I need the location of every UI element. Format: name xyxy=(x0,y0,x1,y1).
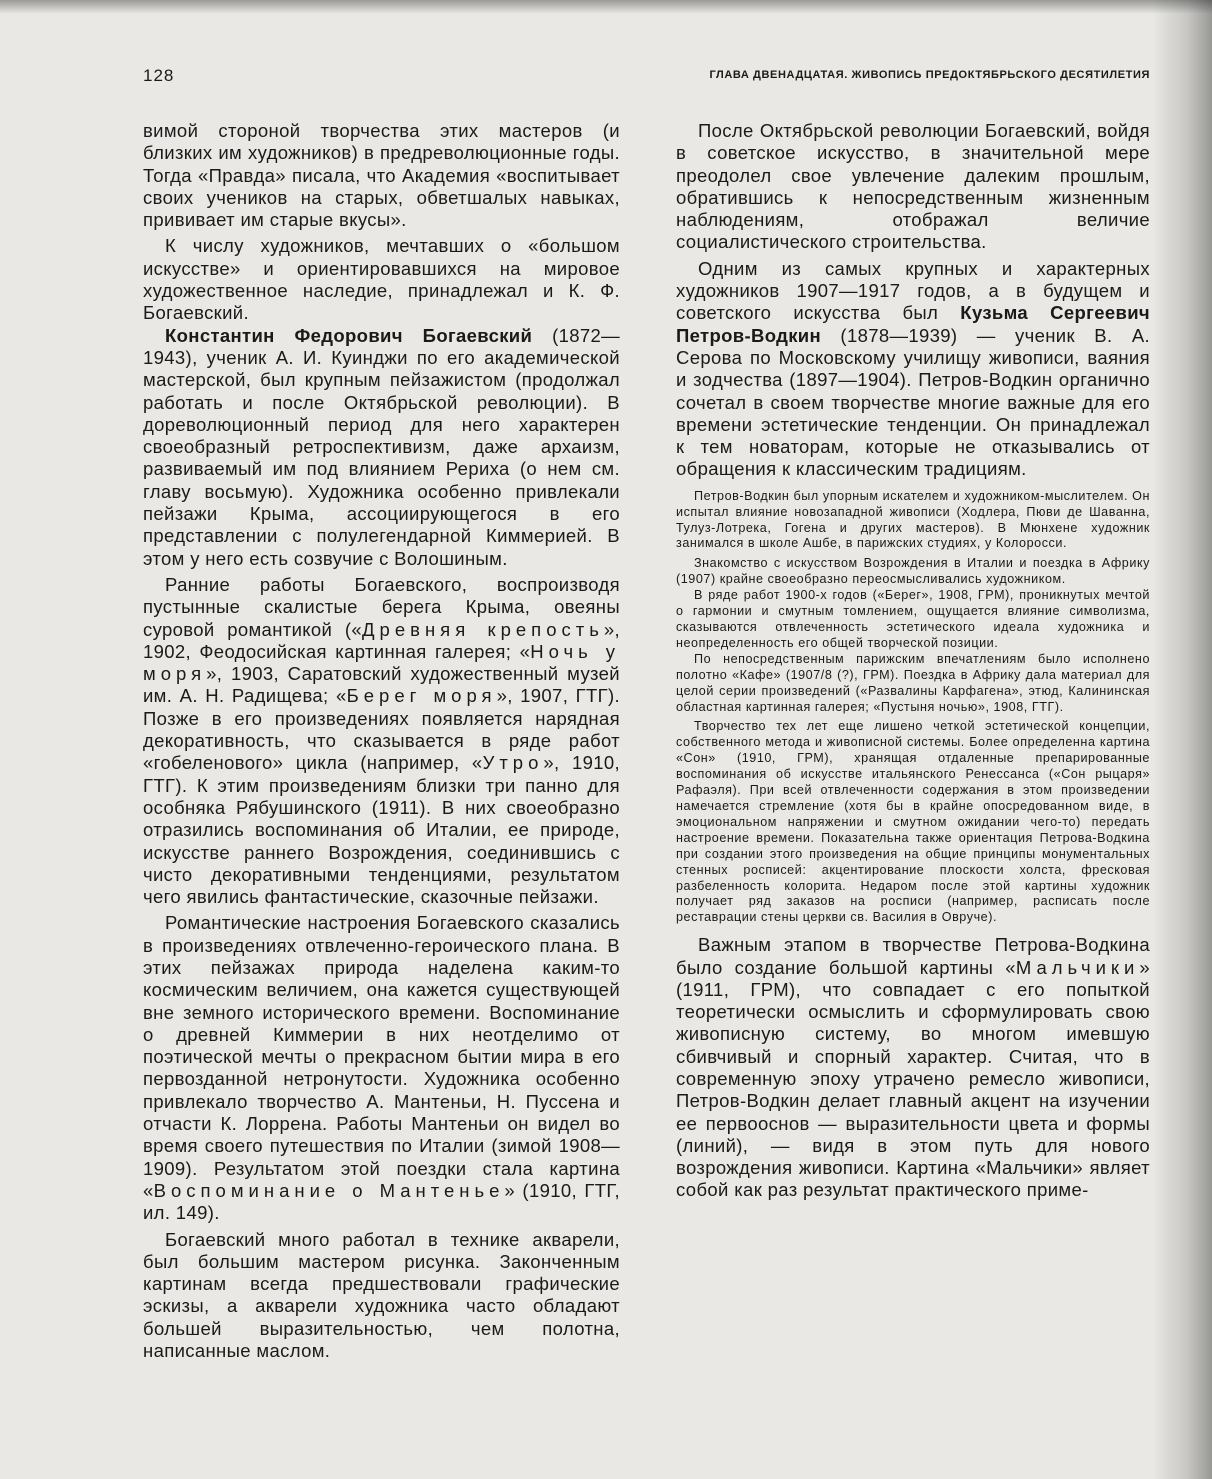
paragraph xyxy=(143,912,620,1224)
artwork-title: Берег моря xyxy=(346,685,497,707)
text-run: Важным этапом в творчестве Петрова-Водкина было создание большой картины « xyxy=(676,934,1150,978)
artist-name: Кузьма Сергеевич Петров-Водкин xyxy=(676,302,1151,346)
small-paragraph: Петров-Водкин был упорным искателем и художником-мыслителем. Он испытал влияние новозападной живописи (Ходлера, Пюви де Шаванна, Тулуз-Лотрека, Гогена и других мастеров). В Мюнхене художник занимался в школе Ашбе, в парижских студиях, у Колоросси. xyxy=(676,488,1150,551)
text-run: Романтические настроения Богаевского сказались в произведениях отвлеченно-героического плана. В этих пейзажах природа наделена каким-то космическим величием, она кажется существующей вне земного исторического времени. Воспоминание о древней Киммерии в них неотделимо от поэтической мечты о прекрасном бытии мира в его первозданной нетронутости. Художника особенно привлекало творчество А. Мантеньи, Н. Пуссена и отчасти К. Лоррена. Работы Мантеньи он видел во время своего путешествия по Италии (зимой 1908—1909). Результатом этой поездки стала картина « xyxy=(143,912,620,1201)
small-paragraph: По непосредственным парижским впечатлениям было исполнено полотно «Кафе» (1907/8 (?), ГРМ). Поездка в Африку дала материал для целой серии произведений («Развалины Карфагена», этюд, Калининская областная картинная галерея; «Пустыня ночью», 1908, ГТГ). xyxy=(676,651,1150,714)
right-column xyxy=(676,120,1150,1202)
paragraph xyxy=(143,325,620,570)
paragraph xyxy=(143,574,620,908)
text-run: (1878—1939) — ученик В. А. Серова по Московскому училищу живописи, ваяния и зодчества (1897—1904). Петров-Водкин органично сочетал в своем творчестве многие важные для его времени эстетические тенденции. Он принадлежал к тем новаторам, которые не отказывались от обращения к классическим традициям. xyxy=(676,324,1150,480)
paragraph xyxy=(676,258,1150,481)
artwork-title: Воспоминание о Мантенье xyxy=(153,1179,505,1201)
text-run: », 1902, Феодосийская картинная галерея; « xyxy=(143,618,620,662)
text-run: Ранние работы Богаевского, воспроизводя пустынные скалистые берега Крыма, овеяны суровой романтикой (« xyxy=(143,573,620,640)
paragraph: Богаевский много работал в технике акварели, был большим мастером рисунка. Законченным картинам всегда предшествовали графические эскизы, а акварели художника часто обладают большей выразительностью, чем полотна, написанные маслом. xyxy=(143,1228,620,1362)
small-paragraph: В ряде работ 1900-х годов («Берег», 1908, ГРМ), проникнутых мечтой о гармонии и смутным томлением, ощущается влияние символизма, сказываются отвлеченность эстетического идеала художника и неопределенность его общей творческой позиции. xyxy=(676,588,1150,650)
paragraph: После Октябрьской революции Богаевский, войдя в советское искусство, в значительной мере преодолел свое увлечение далеким прошлым, обратившись к непосредственным жизненным наблюдениям, отображал величие социалистического строительства. xyxy=(676,120,1150,253)
artwork-title: Мальчики xyxy=(1015,956,1140,978)
text-run: Одним из самых крупных и характерных художников 1907—1917 годов, а в будущем и советского искусства был xyxy=(676,257,1150,324)
paragraph: вимой стороной творчества этих мастеров (и близких им художников) в предреволюционные годы. Тогда «Правда» писала, что Академия «воспитывает своих учеников на старых, обветшалых навыках, прививает им старые вкусы». xyxy=(143,120,620,231)
running-head: ГЛАВА ДВЕНАДЦАТАЯ. ЖИВОПИСЬ ПРЕДОКТЯБРЬСКОГО ДЕСЯТИЛЕТИЯ xyxy=(709,69,1150,81)
paragraph xyxy=(676,934,1150,1202)
text-run: », 1903, Саратовский художественный музей им. А. Н. Радищева; « xyxy=(143,663,620,707)
artist-name: Константин Федорович Богаевский xyxy=(165,324,533,346)
text-run: » (1911, ГРМ), что совпадает с его попыткой теоретически осмыслить и сформулировать свою живописную систему, во многом имевшую сбивчивый и спорный характер. Считая, что в современную эпоху утрачено ремесло живописи, Петров-Водкин делает главный акцент на изучении ее первооснов — выразительности цвета и формы (линий), — видя в этом путь для нового возрождения живописи. Картина «Мальчики» являет собой как раз результат практического приме- xyxy=(676,956,1150,1201)
text-run: (1872—1943), ученик А. И. Куинджи по его академической мастерской, был крупным пейзажистом (продолжал работать и после Октябрьской революции). В дореволюционный период для него характерен своеобразный ретроспективизм, даже архаизм, развиваемый им под влиянием Рериха (о нем см. главу восьмую). Художника особенно привлекали пейзажи Крыма, ассоциирующегося в его представлении с полулегендарной Киммерией. В этом у него есть созвучие с Волошиным. xyxy=(143,324,620,569)
artwork-title: Древняя крепость xyxy=(362,618,604,640)
text-run: », 1907, ГТГ). Позже в его произведениях появляется нарядная декоративность, что сказывается в ряде работ «гобеленового» цикла (например, « xyxy=(143,685,620,774)
text-run: » (1910, ГТГ, ил. 149). xyxy=(143,1179,620,1224)
artwork-title: Утро xyxy=(482,752,544,774)
page-gutter-shadow xyxy=(1152,0,1212,1479)
left-column xyxy=(143,120,620,1362)
page-number: 128 xyxy=(143,66,175,85)
artwork-title: Ночь у моря xyxy=(143,640,620,685)
page-top-edge xyxy=(0,0,1212,14)
small-paragraph: Знакомство с искусством Возрождения в Италии и поездка в Африку (1907) крайне своеобразно переосмысливались художником. xyxy=(676,556,1150,587)
paragraph: К числу художников, мечтавших о «большом искусстве» и ориентировавшихся на мировое художественное наследие, принадлежал и К. Ф. Богаевский. xyxy=(143,235,620,324)
text-run: », 1910, ГТГ). К этим произведениям близки три панно для особняка Рябушинского (1911). В них своеобразно отразились воспоминания об Италии, ее природе, искусстве раннего Возрождения, соединившись с чисто декоративными тенденциями, результатом чего явились фантастические, сказочные пейзажи. xyxy=(143,752,620,908)
small-paragraph: Творчество тех лет еще лишено четкой эстетической концепции, собственного метода и живописной системы. Более определенна картина «Сон» (1910, ГРМ), хранящая отдаленные препарированные воспоминания об искусстве итальянского Ренессанса («Сон рыцаря» Рафаэля). При всей отвлеченности содержания в этом произведении намечается стремление (хотя бы в крайне опосредованном виде, в эмоциональном напряжении и смутном ожидании чего-то) передать настроение времени. Показательна также ориентация Петрова-Водкина при создании этого произведения на общие принципы монументальных стенных росписей: акцентирование плоскости холста, фресковая разбеленность колорита. Недаром после этой картины художник получает ряд заказов на росписи (например, расписать после реставрации стены церкви св. Василия в Овруче). xyxy=(676,719,1150,925)
